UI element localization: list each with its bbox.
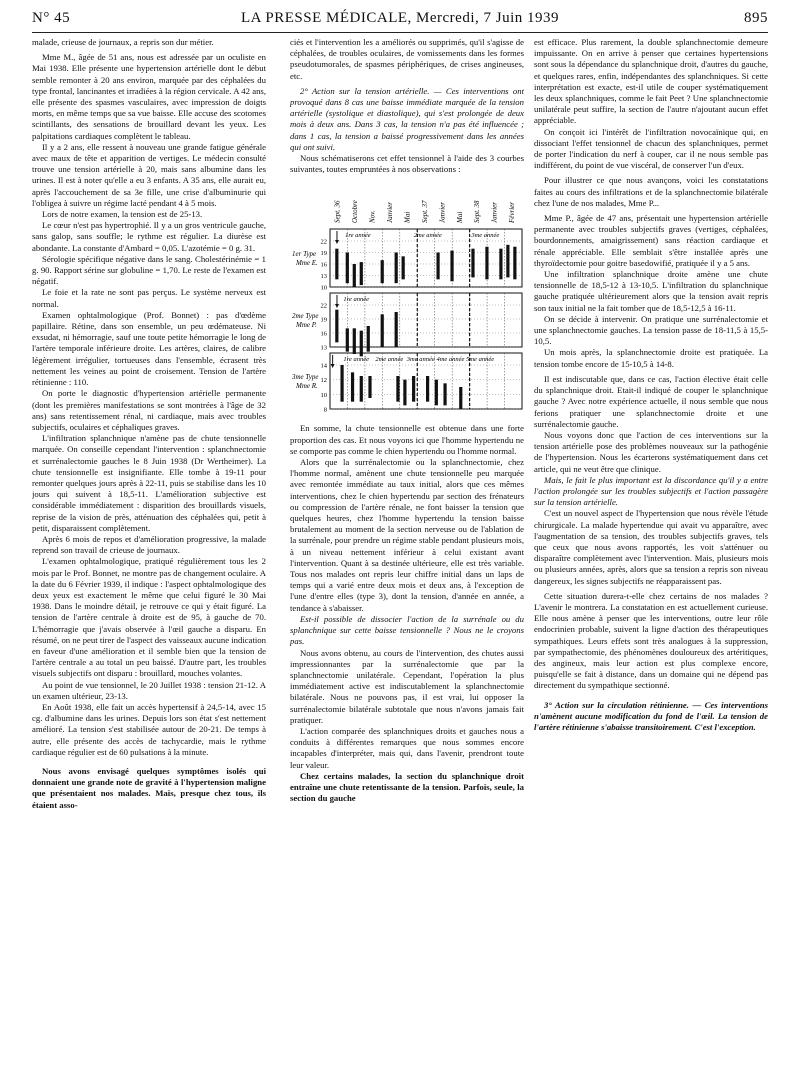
pressure-bar [353,329,356,355]
paragraph: Cette situation durera-t-elle chez certains de nos malades ? L'avenir le montrera. La constatation en est actuellement curieuse. Elle nous amène à penser que les interventions, outre leur rôle endocrinien probable, suivent la ligne d'action des thérapeutiques sympathiques. Leurs effets sont très analogues à la suppression, par sympathectomie, des phénomènes douloureux des artéritiques, des angineux, mais leur action est plus complexe encore, puisqu'elle se fait à distance, dans un domaine qui ne dépend pas directement du sympathique sectionné. [534,590,768,691]
date-label: Mai [403,212,412,224]
paragraph: Il est indiscutable que, dans ce cas, l'action élective était celle du splanchnique droit. Etait-il indiqué de couper le splanchnique gauche ? Avec notre expérience actuelle, il nous semble que nous ferions pratiquer une splanchnectomie droite et une surrénalectomie gauche. [534,373,768,429]
header-rule [32,32,768,33]
date-label: Sept. 38 [473,200,482,224]
type-label: 2me Type [292,312,319,321]
paragraph: Après 6 mois de repos et d'amélioration progressive, la malade reprend son travail de crieuse de journaux. [32,533,266,556]
pressure-bar [340,365,343,402]
year-label: 5me année [466,356,495,364]
pressure-bar [395,312,398,347]
paragraph: Il y a 2 ans, elle ressent à nouveau une grande fatigue générale avec maux de tête et apparition de vertiges. Le médecin consulté trouve une tension artérielle à 20, mais sans albumine dans les urines. Il est à noter qu'elle a eu 3 enfants. A 35 ans, elle aurait eu, après l'accouchement de sa 3e fille, une crise d'albuminurie qui l'obligea à suivre un régime lacté pendant 4 à 5 mois. [32,141,266,208]
tick-label: 12 [320,377,327,385]
pressure-bar [402,257,405,280]
pressure-bar [396,376,399,402]
date-label: Mai [455,212,464,224]
paragraph: Pour illustrer ce que nous avançons, voici les constatations faites au cours des infiltrations et de la splanchnectomie bilatérale chez l'une de nos malades, Mme P... [534,175,768,208]
year-label: 2me année [375,356,404,364]
paragraph: Nous avons obtenu, au cours de l'intervention, des chutes aussi impressionnantes par la surrénalectomie que par la splanchnectomie unilatérale. Cependant, l'opération la plus immédiatement active est indiscutablement la splanchnectomie bilatérale. Nous ne pouvons pas, il est vrai, lui opposer la surrénalectomie bilatérale subtotale que nous n'avons jamais fait pratiquer. [290,647,524,725]
paragraph: En somme, la chute tensionnelle est obtenue dans une forte proportion des cas. Et nous voyons ici que l'homme hypertendu ne se comporte pas comme le chien hypertendu ou l'homme normal. [290,423,524,456]
patient-label: Mme P. [296,321,317,330]
running-header [32,10,768,34]
tick-label: 22 [320,238,327,246]
pressure-bar [335,310,338,343]
column-2 [290,37,524,1077]
pressure-bar [360,331,363,357]
paragraph: Lors de notre examen, la tension est de 25-13. [42,209,203,220]
paragraph: Sérologie spécifique négative dans le sang. Cholestérinémie = 1 g. 90. Rapport sérine sur globuline = 1,70. Le reste de l'examen est négatif. [32,253,266,287]
date-label: Sept. 37 [420,200,429,224]
pressure-bar [499,249,502,280]
section-3-heading-paragraph: 3° Action sur la circulation rétinienne. — Ces interventions n'amènent aucune modification du fond de l'œil. La tension de l'artère rétinienne s'abaisse transitoirement. C'est l'exception. [534,699,768,732]
column-3 [534,37,768,1077]
pressure-bar [367,326,370,352]
type-label: 3me Type [292,373,319,382]
paragraph: Le foie et la rate ne sont pas perçus. Le système nerveux est normal. [32,287,266,309]
paragraph: Nous schématiserons cet effet tensionnel à l'aide des 3 courbes suivantes, toutes empruntées à nos observations : [290,153,524,175]
paragraph: C'est un nouvel aspect de l'hypertension que nous révèle l'étude chirurgicale. La malade hypertendue qui avait vu apparaître, avec l'augmentation de sa tension, des troubles subjectifs graves, tels que ceux que nous avons rapportés, les voit s'atténuer ou disparaître complètement avec l'intervention. Mais, plusieurs mois ou plusieurs années, après, alors que sa tension a repris son niveau dangereux, les signes subjectifs ne réapparaissent pas. [534,508,768,586]
tick-label: 8 [323,406,327,414]
tick-label: 10 [320,284,327,292]
pressure-bar [459,387,462,409]
tick-label: 19 [320,250,327,258]
paragraph: L'infiltration splanchnique n'amène pas de chute tensionnelle marquée. On conseille cependant l'intervention : splanchnectomie et surrénalectomie gauches le 8 Juin 1938 (Dr Wertheimer). La chute tensionnelle est insignifiante. Elle tombe à 19-11 pour remonter quelques jours après à 22-11, puis se stabilise dans les 10 jours qui suivent à 18,5-11. L'amélioration subjective est considérable immédiatement : disparition des brouillards visuels, reprise de la vision de près, atténuation des céphalées qui, petit à petit, disparaissent complètement. [32,433,266,533]
pressure-bar [351,373,354,402]
paragraph: Un mois après, la splanchnectomie droite est pratiquée. La tension tombe encore de 15-10,5 à 14-8. [534,347,768,369]
pressure-bar [513,247,516,280]
paragraph: On conçoit ici l'intérêt de l'infiltration novocaïnique qui, en dissociant l'effet tensionnel de chacun des splanchniques, permet de porter l'indication du nerf à couper, car il ne nous semble pas indifférent, du point de vue viscéral, de conserver l'un d'eux. [534,126,768,171]
date-label: Février [508,202,517,224]
tick-label: 16 [320,261,327,269]
pressure-bar [368,376,371,398]
paragraph: est efficace. Plus rarement, la double splanchnectomie demeure impuissante. On en arrive à penser que certaines hypertensions sont sous la dépendance du splanchnique droit, d'autres du gauche, et quelques rares, enfin, indépendantes des splanchniques. Si cette interprétation est exacte, est-il utile de couper systématiquement les deux splanchniques, comme le fait Peet ? Une splanchnectomie unilatérale peut suffire, la section de l'autre n'ajoutant aucun effet appréciable. [534,37,768,126]
paragraph: On porte le diagnostic d'hypertension artérielle permanente (dont les premières manifestations se sont montrées à l'âge de 32 ans) sans retentissement rénal, ni cardiaque, mais avec troubles subjectifs, oculaires et céphaliques graves. [32,388,266,432]
year-label: 4me année [436,356,465,364]
pressure-bar [381,261,384,284]
tick-label: 10 [320,392,327,400]
paragraph: malade, crieuse de journaux, a repris son dur métier. [32,37,214,47]
journal-title: LA PRESSE MÉDICALE, Mercredi, 7 Juin 1939 [241,10,559,26]
paragraph: L'action comparée des splanchniques droits et gauches nous a conduits à différentes remarques que nous sommes encore incapables d'interpréter, mais qui, dans l'avenir, prendront toute leur valeur. [290,725,524,770]
pressure-bar [436,253,439,280]
date-label: Janvier [385,202,394,224]
pressure-bar [346,253,349,284]
pressure-bar [403,380,406,406]
paragraph: On se décide à intervenir. On pratique une surrénalectomie et une splanchnectomie gauches. La tension passe de 18-11,5 à 15,5-10,5. [534,313,768,347]
date-label: Nov. [368,210,377,224]
pressure-bar [443,384,446,406]
year-label: 3me année [471,232,500,240]
year-label: 1re année [343,296,369,304]
patient-label: Mme E. [296,259,318,268]
section-2-heading-paragraph: 2° Action sur la tension artérielle. — Ces interventions ont provoqué dans 8 cas une baisse immédiate marquée de la tension artérielle (systolique et diastolique), qui s'est prolongée de deux mois à deux ans. Dans 3 cas, la tension n'a pas été influencée ; dans 1 cas, la tension a baissé progressivement dans les années qui ont suivi. [290,85,524,152]
pressure-bar [353,264,356,287]
blood-pressure-figure [290,181,524,413]
paragraph: Alors que la surrénalectomie ou la splanchnectomie, chez l'homme normal, amènent une chute tensionnelle peu marquée avec remontée immédiate au taux initial, alors que ces mêmes interventions, chez le chien hypertendu par section des frénateurs ou compression de l'artère rénale, ne font baisser la tension que quelques heures, chez l'homme hypertendu la tension baisse brutalement au moment de la section nerveuse ou de l'ablation de la surrénale, pour prendre un régime stable pendant plusieurs mois, à un niveau nettement inférieur à celui existant avant l'intervention. Quant à sa destinée ultérieure, elle est très variable. Tous nos malades ont repris leur chiffre initial dans un laps de temps qui a varié entre deux mois et deux ans, à l'exception de l'une d'entre elles (type 3), dont la tension, d'année en année, a tendance à s'abaisser. [290,457,524,613]
year-label: 2me année [413,232,442,240]
pressure-bar [426,376,429,402]
tick-label: 13 [320,344,327,352]
pressure-bar [395,253,398,284]
tick-label: 13 [320,273,327,281]
page-number: 895 [744,10,768,26]
date-label: Sept. 36 [333,200,342,224]
paragraph: Mais, le fait le plus important est la discordance qu'il y a entre l'action prolongée sur les troubles subjectifs et l'action passagère sur la tension artérielle. [534,474,768,508]
paragraph: Chez certains malades, la section du splanchnique droit entraîne une chute retentissante de la tension. Parfois, seule, la section du gauche [290,770,524,804]
date-label: Octobre [351,200,360,224]
tick-label: 14 [320,362,327,370]
column-1 [32,37,266,1077]
pressure-bar [506,245,509,278]
paragraph: Examen ophtalmologique (Prof. Bonnet) : pas d'œdème papillaire. Rétine, dans son ensemble, un peu œdémateuse. Ni exsudat, ni hémorragie, sauf une toute petite hémorragie le long de l'artère temporale inférieure droite. Les artères, claires, de calibre légèrement irrégulier, tortueuses dans l'ensemble, écrasent très nettement les veines au point de croisement. Tension de l'artère rétinienne : 110. [32,309,266,388]
paragraph: Nous avons envisagé quelques symptômes isolés qui donnaient une grande note de gravité à l'hypertension maligne que présentaient nos malades. Mais, presque chez tous, ils étaient asso- [32,766,266,810]
pressure-bar [335,249,338,280]
paragraph: Au point de vue tensionnel, le 20 Juillet 1938 : tension 21-12. A un examen ultérieur, 23-13. [32,679,266,701]
paragraph: ciés et l'intervention les a améliorés ou supprimés, qu'il s'agisse de céphalées, de troubles oculaires, de vomissements dans les formes pseudotumorales, de spasmes périphériques, de crises angineuses, etc. [290,37,524,81]
intervention-arrowhead [331,364,335,368]
year-label: 1re année [345,232,371,240]
year-label: 3me année [406,356,435,364]
paragraph: Nous voyons donc que l'action de ces interventions sur la tension artérielle pose des problèmes nouveaux sur la pathogénie de l'hypertension. Nous les écarterons systématiquement dans cet article, qui ne veut être que clinique. [534,429,768,474]
pressure-bar [435,380,438,406]
tick-label: 16 [320,330,327,338]
figure-svg [290,181,524,413]
paragraph: L'examen ophtalmologique, pratiqué régulièrement tous les 2 mois par le Prof. Bonnet, ne montre pas de changement oculaire. A la date du 6 Février 1939, il indique : l'aspect ophtalmologique des deux yeux est exactement le même que celui figuré le 30 Mai 1938. Dans le moindre détail, je retrouve ce qui y était figuré. La tension de l'artère centrale à droite est de 95, à gauche de 70. L'hémorragie que j'avais observée à l'œil gauche a disparu. En résumé, on ne peut tirer de l'aspect des vaisseaux aucune indication en faveur d'une amélioration et il semble bien que la tension de l'artère centrale a au total un peu baissé. D'autre part, les troubles visuels subjectifs ont disparu : brouillard, mouches volantes. [32,556,266,679]
intervention-arrowhead [335,240,339,244]
date-label: Janvier [438,202,447,224]
tick-label: 19 [320,316,327,324]
paragraph: Le cœur n'est pas hypertrophié. Il y a un gros ventricule gauche, sans galop, sans souffle; le rythme est régulier. La diurèse est abondante. La constante d'Ambard = 0,05. L'azotémie = 0 g. 31. [32,220,266,253]
issue-number: N° 45 [32,10,71,26]
pressure-bar [485,247,488,280]
intervention-arrowhead [335,304,339,308]
paragraph: Une infiltration splanchnique droite amène une chute tensionnelle de 18,5-12 à 13-10,5. L'infiltration du splanchnique gauche pratiquée ultérieurement alors que la tension avait repris son taux initial ne la fait tomber que de 18,5-12,5 à 16-11. [534,269,768,313]
paragraph: Mme M., âgée de 51 ans, nous est adressée par un oculiste en Mai 1938. Elle présente une hypertension artérielle dont le début semble remonter à 20 ans environ, marquée par des céphalées du type frontal, lancinantes et irradiées à la région cervicale. A 42 ans, elle présente des spasmes vasculaires, avec impression de doigts morts, en même temps que sa vue baisse. Elle accuse des scotomes scintillants, des sensations de brouillard devant les yeux. Les palpitations cardiaques complètent le tableau. [32,52,266,141]
pressure-bar [450,251,453,282]
pressure-bar [360,376,363,402]
paragraph: En Août 1938, elle fait un accès hypertensif à 24,5-14, avec 15 cg. d'albumine dans les urines. Depuis lors son état s'est nettement amélioré. La tension s'est stabilisée autour de 20-21. De temps à autre, elle présente des accès de tachycardie, mais le rythme cardiaque régulier est de 60 pulsations à la minute. [32,701,266,757]
pressure-bar [471,249,474,278]
paragraph: Mme P., âgée de 47 ans, présentait une hypertension artérielle permanente avec troubles subjectifs graves (vertiges, céphalées, bourdonnements, amaigrissement) sans réaction cardiaque et rénale appréciable. Elle semblait s'être installée après une thyroïdectomie pour goitre basedowifié, pratiquée il y a 5 ans. [534,213,768,268]
type-label: 1er Type [292,250,317,259]
year-label: 1re année [343,356,369,364]
date-label: Janvier [490,202,499,224]
pressure-bar [360,263,363,286]
paragraph: Est-il possible de dissocier l'action de la surrénale ou du splanchnique sur cette baisse tensionnelle ? Nous ne le croyons pas. [290,613,524,647]
pressure-bar [381,315,384,348]
patient-label: Mme R. [296,382,318,391]
tick-label: 22 [320,302,327,310]
pressure-bar [412,376,415,402]
pressure-bar [346,329,349,352]
